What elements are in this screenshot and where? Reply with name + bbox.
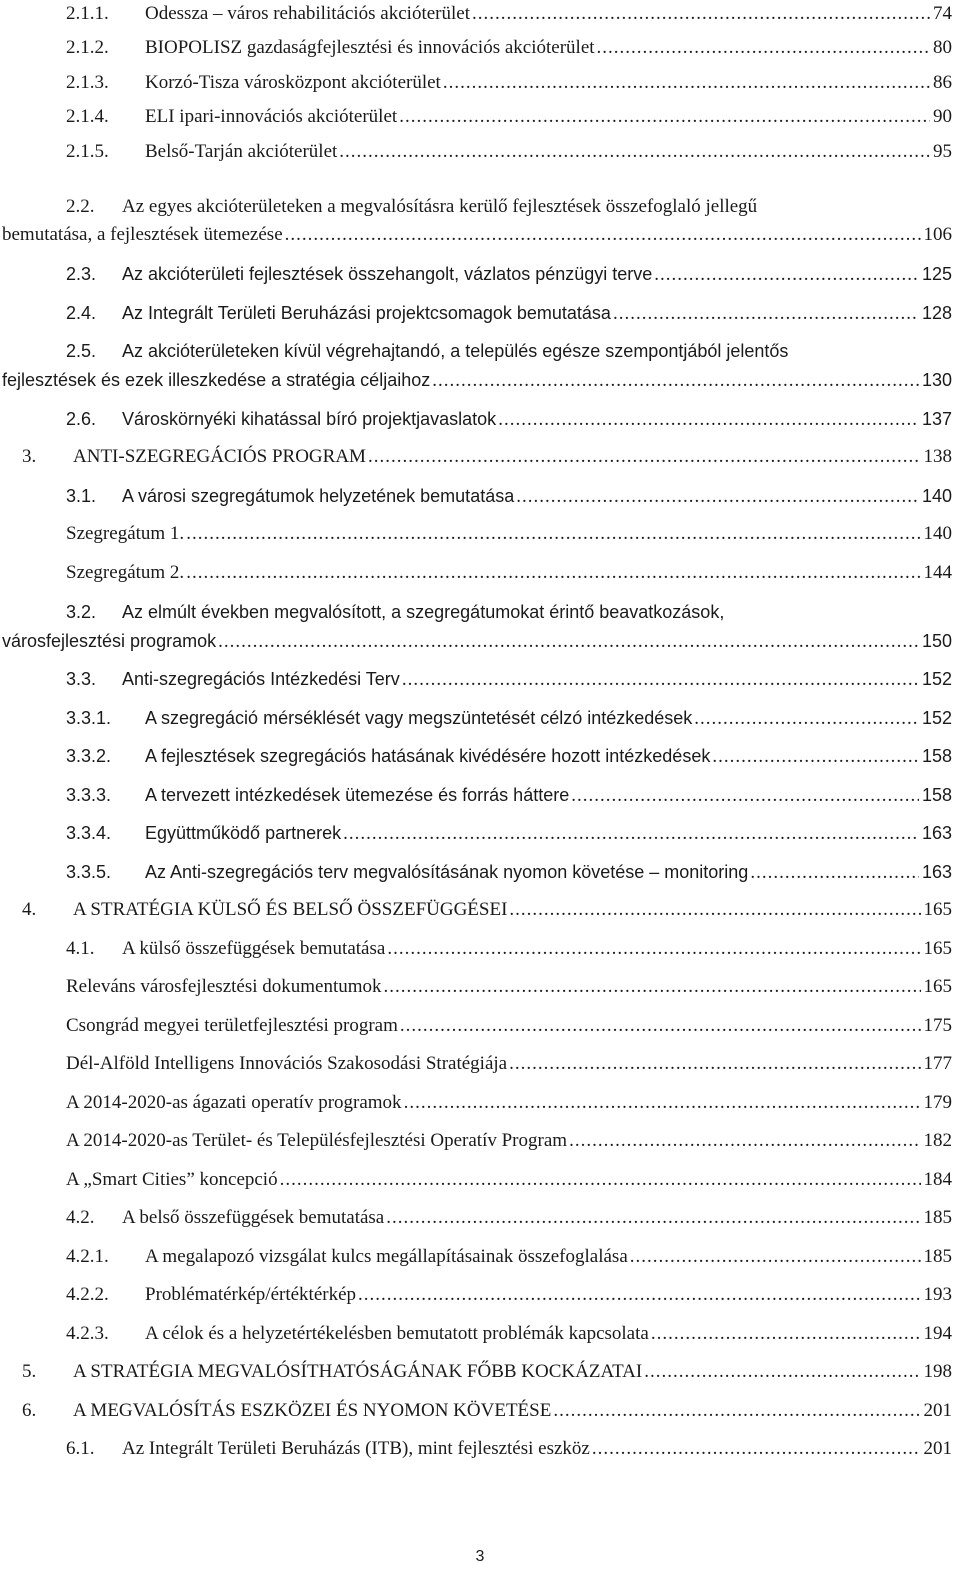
toc-leader-dots xyxy=(339,138,930,166)
toc-leader-dots xyxy=(368,443,921,471)
toc-leader-dots xyxy=(571,782,919,810)
toc-entry-title: BIOPOLISZ gazdaságfejlesztési és innovációs akcióterület xyxy=(145,37,595,58)
toc-entry-page: 144 xyxy=(923,562,952,583)
toc-entry-title: A STRATÉGIA MEGVALÓSÍTHATÓSÁGÁNAK FŐBB KOCKÁZATAI xyxy=(73,1361,643,1382)
toc-entry-number: 2.1.5. xyxy=(66,141,109,162)
toc-entry-title: A megalapozó vizsgálat kulcs megállapításainak összefoglalása xyxy=(145,1246,628,1267)
toc-leader-dots xyxy=(384,973,921,1001)
toc-leader-dots xyxy=(186,520,920,548)
toc-leader-dots xyxy=(285,221,921,249)
toc-entry-page: 140 xyxy=(921,486,952,506)
toc-entry-page: 165 xyxy=(923,899,952,920)
toc-entry-title: ANTI-SZEGREGÁCIÓS PROGRAM xyxy=(73,446,366,467)
toc-entry-number: 4.2.2. xyxy=(66,1284,109,1305)
toc-leader-dots xyxy=(750,859,919,887)
toc-entry-title: Az akcióterületeken kívül végrehajtandó, a település egésze szempontjából jelentős xyxy=(122,341,789,361)
toc-entry-number: 6.1. xyxy=(66,1438,95,1459)
toc-entry-page: 150 xyxy=(921,631,952,651)
toc-entry-title: Belső-Tarján akcióterület xyxy=(145,141,338,162)
toc-entry-title: Anti-szegregációs Intézkedési Terv xyxy=(122,669,400,689)
toc-leader-dots xyxy=(186,559,920,587)
toc-entry-page: 130 xyxy=(921,370,952,390)
toc-entry-number: 5. xyxy=(22,1361,37,1382)
toc-entry-title: Csongrád megyei területfejlesztési program xyxy=(66,1015,398,1036)
toc-leader-dots xyxy=(432,367,919,395)
toc-leader-dots xyxy=(387,935,920,963)
toc-entry-title: Szegregátum 2. xyxy=(66,562,185,583)
toc-entry-title: Az egyes akcióterületeken a megvalósításra kerülő fejlesztések összefoglaló jellegű xyxy=(122,196,758,217)
toc-leader-dots xyxy=(644,1358,920,1386)
toc-entry-number: 4. xyxy=(22,899,37,920)
toc-leader-dots xyxy=(597,34,930,62)
toc-leader-dots xyxy=(400,1012,921,1040)
toc-entry-page: 152 xyxy=(921,669,952,689)
toc-entry-title: A 2014-2020-as ágazati operatív programok xyxy=(66,1092,402,1113)
toc-leader-dots xyxy=(553,1397,920,1425)
toc-entry-number: 3.3.5. xyxy=(66,862,112,882)
toc-entry-title: Az akcióterületi fejlesztések összehangolt, vázlatos pénzügyi terve xyxy=(122,264,653,284)
toc-entry-title: ELI ipari-innovációs akcióterület xyxy=(145,106,398,127)
toc-entry-page: 80 xyxy=(933,37,952,58)
toc-leader-dots xyxy=(569,1127,920,1155)
toc-entry-number: 3. xyxy=(22,446,37,467)
toc-leader-dots xyxy=(613,300,919,328)
toc-entry-title: A MEGVALÓSÍTÁS ESZKÖZEI ÉS NYOMON KÖVETÉSE xyxy=(73,1400,552,1421)
toc-entry-title: Dél-Alföld Intelligens Innovációs Szakosodási Stratégiája xyxy=(66,1053,508,1074)
toc-leader-dots xyxy=(343,820,919,848)
toc-entry-title: A külső összefüggések bemutatása xyxy=(122,938,386,959)
toc-entry-page: 106 xyxy=(923,224,952,245)
toc-entry-number: 2.3. xyxy=(66,264,97,284)
toc-entry-page: 194 xyxy=(923,1323,952,1344)
toc-leader-dots xyxy=(443,69,930,97)
toc-entry-page: 201 xyxy=(923,1400,952,1421)
toc-entry-number: 2.4. xyxy=(66,303,97,323)
toc-entry-title: Releváns városfejlesztési dokumentumok xyxy=(66,976,382,997)
toc-leader-dots xyxy=(472,0,930,28)
toc-leader-dots xyxy=(498,406,919,434)
toc-entry-page: 185 xyxy=(923,1207,952,1228)
toc-entry-number: 4.2.3. xyxy=(66,1323,109,1344)
toc-entry-number: 3.3.4. xyxy=(66,823,112,843)
toc-leader-dots xyxy=(280,1166,921,1194)
toc-entry-number: 6. xyxy=(22,1400,37,1421)
toc-leader-dots xyxy=(651,1320,921,1348)
toc-leader-dots xyxy=(404,1089,921,1117)
toc-entry-number: 2.6. xyxy=(66,409,97,429)
toc-entry-title: A városi szegregátumok helyzetének bemutatása xyxy=(122,486,515,506)
toc-leader-dots xyxy=(592,1435,921,1463)
toc-entry-number: 3.3.1. xyxy=(66,708,112,728)
toc-leader-dots xyxy=(358,1281,920,1309)
toc-leader-dots xyxy=(712,743,919,771)
toc-entry-page: 90 xyxy=(933,106,952,127)
toc-entry-number: 3.2. xyxy=(66,602,97,622)
toc-leader-dots xyxy=(630,1243,921,1271)
toc-entry-title: Az elmúlt években megvalósított, a szegregátumokat érintő beavatkozások, xyxy=(122,602,725,622)
toc-entry-number: 4.2. xyxy=(66,1207,95,1228)
toc-entry-number: 3.1. xyxy=(66,486,97,506)
toc-leader-dots xyxy=(218,628,919,656)
toc-entry-title: Városkörnyéki kihatással bíró projektjavaslatok xyxy=(122,409,497,429)
toc-leader-dots xyxy=(402,666,919,694)
toc-entry-page: 74 xyxy=(933,3,952,24)
toc-leader-dots xyxy=(509,896,920,924)
toc-entry-number: 3.3.2. xyxy=(66,746,112,766)
toc-entry-page: 185 xyxy=(923,1246,952,1267)
toc-entry-number: 2.1.4. xyxy=(66,106,109,127)
toc-entry-number: 3.3.3. xyxy=(66,785,112,805)
toc-entry-page: 95 xyxy=(933,141,952,162)
toc-entry-title: Szegregátum 1. xyxy=(66,523,185,544)
toc-entry-title: városfejlesztési programok xyxy=(2,631,217,651)
toc-entry-number: 2.5. xyxy=(66,341,97,361)
toc-entry-page: 182 xyxy=(923,1130,952,1151)
toc-entry-page: 163 xyxy=(921,823,952,843)
toc-entry-page: 193 xyxy=(923,1284,952,1305)
toc-entry-page: 163 xyxy=(921,862,952,882)
toc-leader-dots xyxy=(654,261,919,289)
toc-leader-dots xyxy=(694,705,919,733)
toc-entry-page: 128 xyxy=(921,303,952,323)
toc-leader-dots xyxy=(509,1050,920,1078)
toc-entry-title: A „Smart Cities” koncepció xyxy=(66,1169,278,1190)
toc-entry-number: 3.3. xyxy=(66,669,97,689)
toc-entry-title: Problématérkép/értéktérkép xyxy=(145,1284,357,1305)
toc-leader-dots xyxy=(399,103,930,131)
toc-entry-number: 2.2. xyxy=(66,196,95,217)
toc-entry-number: 2.1.2. xyxy=(66,37,109,58)
toc-entry-page: 125 xyxy=(921,264,952,284)
toc-entry-title: A szegregáció mérséklését vagy megszüntetését célzó intézkedések xyxy=(145,708,693,728)
toc-entry-page: 140 xyxy=(923,523,952,544)
toc-entry-title: A célok és a helyzetértékelésben bemutatott problémák kapcsolata xyxy=(145,1323,649,1344)
toc-leader-dots xyxy=(386,1204,920,1232)
toc-entry-number: 4.2.1. xyxy=(66,1246,109,1267)
toc-entry-page: 158 xyxy=(921,785,952,805)
toc-entry-page: 201 xyxy=(923,1438,952,1459)
toc-entry-page: 158 xyxy=(921,746,952,766)
toc-leader-dots xyxy=(516,483,919,511)
toc-entry-page: 175 xyxy=(923,1015,952,1036)
toc-entry-title: Együttműködő partnerek xyxy=(145,823,342,843)
toc-entry-title: A STRATÉGIA KÜLSŐ ÉS BELSŐ ÖSSZEFÜGGÉSEI xyxy=(73,899,508,920)
toc-entry-title: Odessza – város rehabilitációs akcióterület xyxy=(145,3,470,24)
toc-entry-title: bemutatása, a fejlesztések ütemezése xyxy=(2,224,283,245)
toc-entry-title: A belső összefüggések bemutatása xyxy=(122,1207,385,1228)
toc-entry-number: 2.1.1. xyxy=(66,3,109,24)
toc-entry-title: A tervezett intézkedések ütemezése és forrás háttere xyxy=(145,785,570,805)
toc-entry-title: Az Integrált Területi Beruházási projektcsomagok bemutatása xyxy=(122,303,611,323)
toc-entry-title: A fejlesztések szegregációs hatásának kivédésére hozott intézkedések xyxy=(145,746,711,766)
toc-entry-title: fejlesztések és ezek illeszkedése a stratégia céljaihoz xyxy=(2,370,431,390)
toc-entry-page: 138 xyxy=(923,446,952,467)
toc-entry-number: 2.1.3. xyxy=(66,72,109,93)
toc-entry-page: 165 xyxy=(923,938,952,959)
toc-entry-title: Korzó-Tisza városközpont akcióterület xyxy=(145,72,441,93)
toc-entry-page: 177 xyxy=(923,1053,952,1074)
toc-entry-number: 4.1. xyxy=(66,938,95,959)
toc-entry-title: A 2014-2020-as Terület- és Településfejlesztési Operatív Program xyxy=(66,1130,568,1151)
toc-entry-page: 165 xyxy=(923,976,952,997)
toc-entry-title: Az Integrált Területi Beruházás (ITB), mint fejlesztési eszköz xyxy=(122,1438,590,1459)
toc-entry-page: 86 xyxy=(933,72,952,93)
page-number: 3 xyxy=(475,1548,485,1565)
toc-entry-page: 179 xyxy=(923,1092,952,1113)
toc-entry-title: Az Anti-szegregációs terv megvalósításának nyomon követése – monitoring xyxy=(145,862,749,882)
toc-entry-page: 198 xyxy=(923,1361,952,1382)
toc-entry-page: 137 xyxy=(921,409,952,429)
toc-entry-page: 184 xyxy=(923,1169,952,1190)
toc-entry-page: 152 xyxy=(921,708,952,728)
